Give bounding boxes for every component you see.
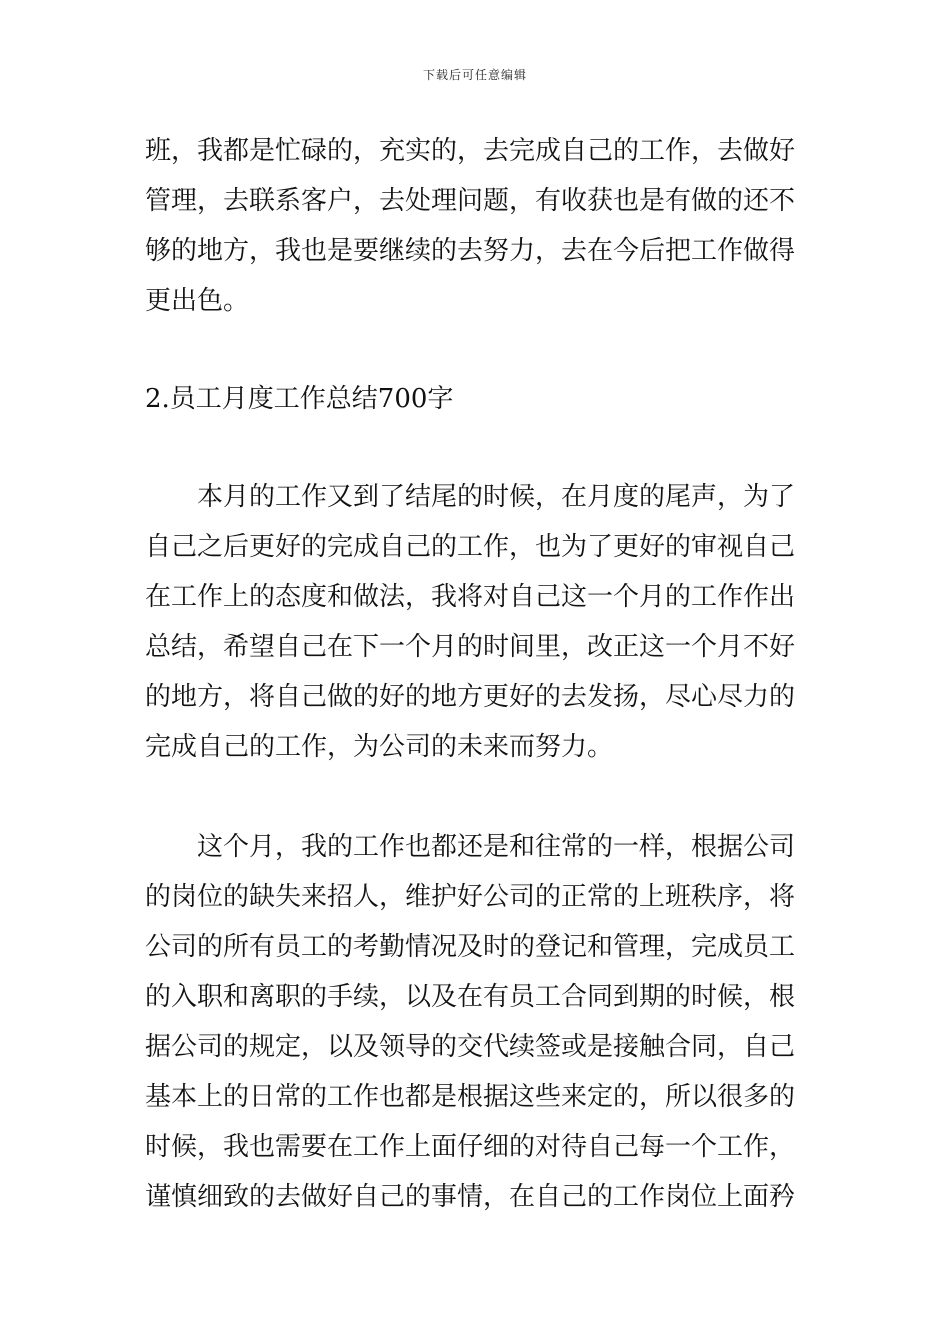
paragraph-body	[145, 822, 810, 1222]
text-line: 管理，去联系客户，去处理问题，有收获也是有做的还不	[145, 186, 796, 216]
paragraph-continuation	[145, 126, 810, 326]
text-line: 班，我都是忙碌的，充实的，去完成自己的工作，去做好	[145, 136, 796, 166]
text-line: 基本上的日常的工作也都是根据这些来定的，所以很多的	[145, 1082, 796, 1112]
text-line: 的地方，将自己做的好的地方更好的去发扬，尽心尽力的	[145, 682, 796, 712]
text-line: 在工作上的态度和做法，我将对自己这一个月的工作作出	[145, 582, 796, 612]
text-line: 谨慎细致的去做好自己的事情，在自己的工作岗位上面矜	[145, 1182, 796, 1212]
paragraph-intro	[145, 472, 810, 772]
text-line: 更出色。	[145, 286, 250, 316]
page-header-note: 下载后可任意编辑	[422, 68, 527, 82]
text-line: 够的地方，我也是要继续的去努力，去在今后把工作做得	[145, 236, 796, 266]
text-line: 据公司的规定，以及领导的交代续签或是接触合同，自己	[145, 1032, 796, 1062]
text-line: 自己之后更好的完成自己的工作，也为了更好的审视自己	[145, 532, 796, 562]
section-heading: 2.员工月度工作总结700字	[145, 384, 454, 414]
text-line: 时候，我也需要在工作上面仔细的对待自己每一个工作，	[145, 1132, 796, 1162]
text-line: 这个月，我的工作也都还是和往常的一样，根据公司	[145, 832, 796, 862]
text-line: 本月的工作又到了结尾的时候，在月度的尾声，为了	[145, 482, 796, 512]
text-line: 公司的所有员工的考勤情况及时的登记和管理，完成员工	[145, 932, 796, 962]
text-line: 的岗位的缺失来招人，维护好公司的正常的上班秩序，将	[145, 882, 796, 912]
text-line: 完成自己的工作，为公司的未来而努力。	[145, 732, 614, 762]
text-line: 总结，希望自己在下一个月的时间里，改正这一个月不好	[145, 632, 796, 662]
text-line: 的入职和离职的手续，以及在有员工合同到期的时候，根	[145, 982, 796, 1012]
